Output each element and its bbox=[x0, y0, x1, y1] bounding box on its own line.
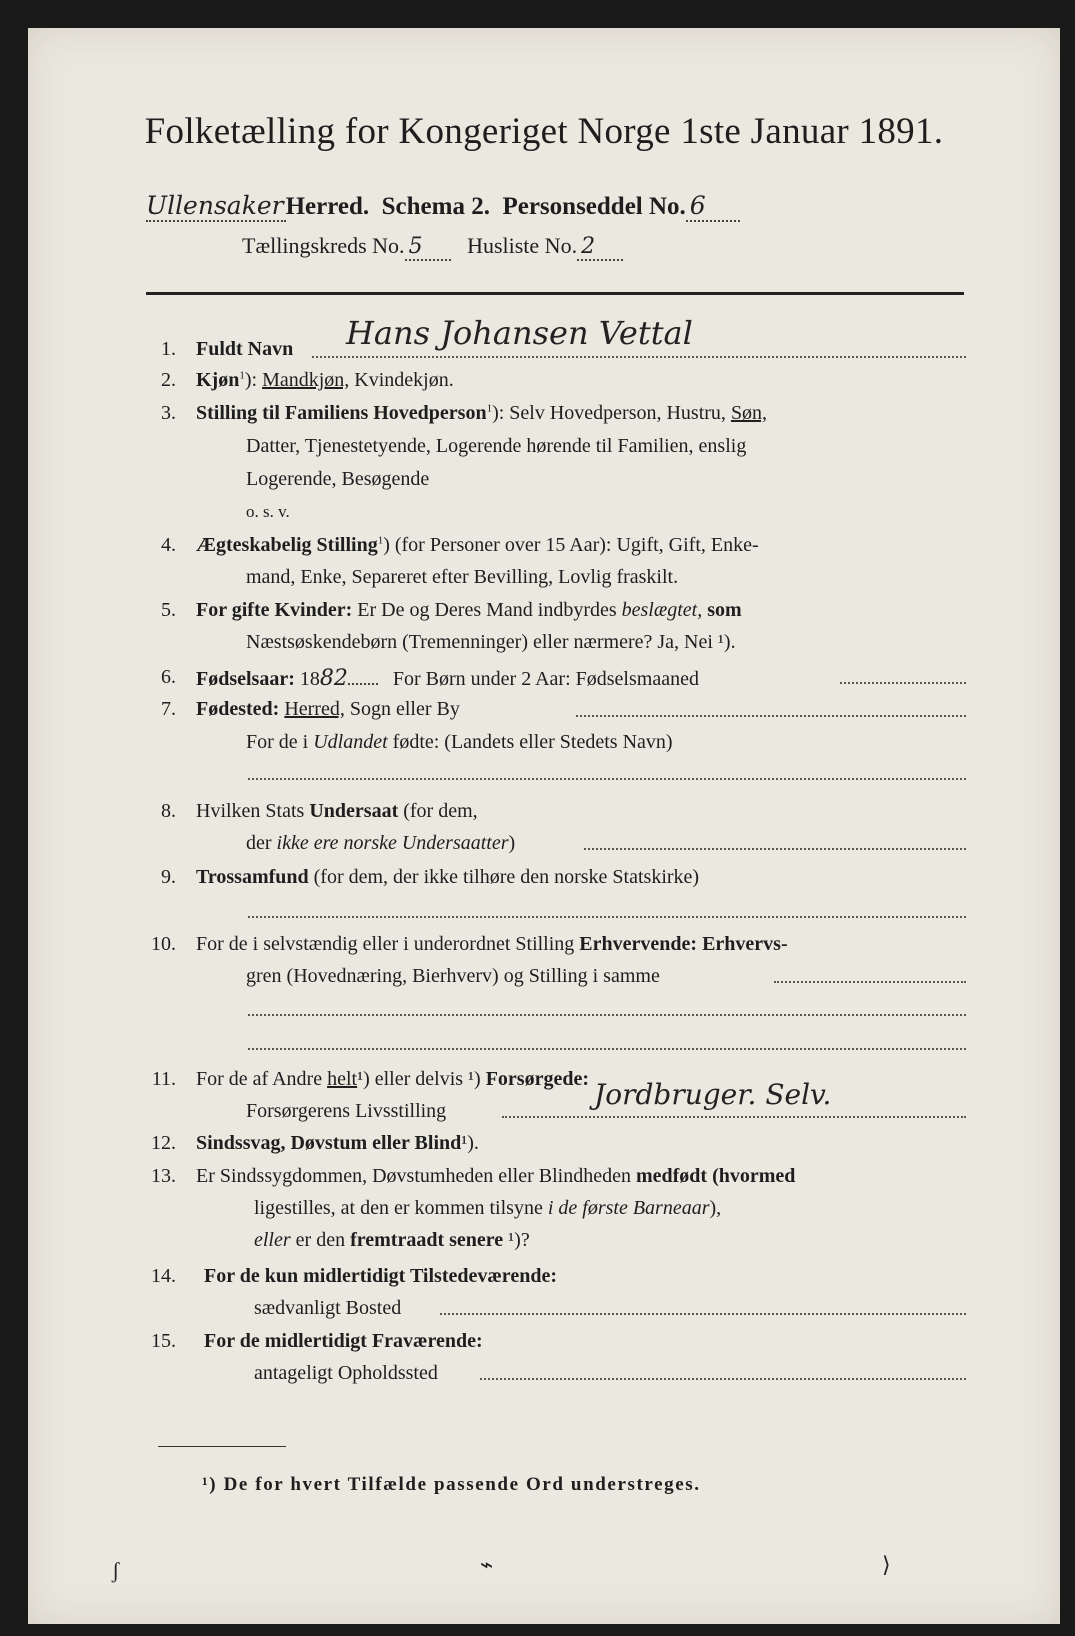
q13-line3-a: er den bbox=[290, 1229, 351, 1251]
herred-handwritten: Ullensaker bbox=[146, 191, 284, 220]
q7-line2-a: For de i bbox=[246, 731, 314, 753]
q1-label: Fuldt Navn bbox=[196, 338, 294, 360]
q13-line3-b: ¹)? bbox=[503, 1229, 530, 1251]
q13-bold: medfødt bbox=[635, 1165, 708, 1187]
q8-line1 bbox=[196, 800, 478, 823]
stray-mark-center: ⌁ bbox=[480, 1552, 494, 1577]
q7-answer-dotline bbox=[248, 778, 966, 780]
q10-answer-dotline-2 bbox=[248, 1048, 966, 1050]
q4-line2: mand, Enke, Separeret efter Bevilling, Lovlig fraskilt. bbox=[246, 566, 679, 588]
q11-line2: Forsørgerens Livsstilling bbox=[246, 1100, 447, 1122]
q11-dotline bbox=[502, 1116, 966, 1118]
husliste-label: Husliste No. bbox=[467, 233, 578, 258]
q12-text-a: ¹). bbox=[461, 1132, 479, 1154]
q10-answer-dotline-1 bbox=[248, 1014, 966, 1016]
q6-line bbox=[196, 666, 699, 691]
q8-number: 8. bbox=[161, 800, 176, 822]
q4-label: Ægteskabelig Stilling bbox=[196, 534, 378, 556]
q7-line2-italic: Udlandet bbox=[313, 731, 388, 753]
q5-line2: Næstsøskendebørn (Tremenninger) eller nærmere? Ja, Nei ¹). bbox=[246, 631, 736, 653]
q2-sup: 1 bbox=[239, 369, 245, 382]
q8-text-a: Hvilken Stats bbox=[196, 800, 310, 822]
q3-line4: o. s. v. bbox=[246, 502, 290, 521]
q7-option-herred: Herred, bbox=[284, 698, 345, 720]
q12-label: Sindssvag, Døvstum eller Blind bbox=[196, 1132, 462, 1154]
q13-text-b: (hvormed bbox=[707, 1165, 796, 1187]
husliste-number: 2 bbox=[577, 234, 623, 261]
q6-year-handwritten: 82 bbox=[319, 666, 348, 691]
q5-number: 5. bbox=[161, 599, 176, 621]
q6-year-printed: 18 bbox=[299, 668, 320, 690]
q7-dotline bbox=[576, 715, 966, 717]
q1-number: 1. bbox=[161, 338, 176, 360]
q8-text-b: (for dem, bbox=[398, 800, 478, 822]
q8-line2-italic: ikke ere norske Undersaatter bbox=[276, 832, 509, 854]
q5-label: For gifte Kvinder: bbox=[196, 599, 353, 621]
q2-number: 2. bbox=[161, 369, 176, 391]
form-title: Folketælling for Kongeriget Norge 1ste Januar 1891. bbox=[144, 111, 944, 152]
personseddel-label: Personseddel No. bbox=[502, 193, 686, 220]
herred-line bbox=[146, 191, 740, 221]
q5-text-b: som bbox=[702, 599, 742, 621]
q6-label: Fødselsaar: bbox=[196, 668, 295, 690]
q3-line3: Logerende, Besøgende bbox=[246, 468, 430, 490]
q3-text-a: ): Selv Hovedperson, Hustru, bbox=[492, 402, 731, 424]
q13-line3-bold: fremtraadt senere bbox=[350, 1229, 504, 1251]
q15-line2: antageligt Opholdssted bbox=[254, 1362, 438, 1384]
q2-text bbox=[196, 369, 454, 392]
q8-bold: Undersaat bbox=[309, 800, 399, 822]
q1-answer-name: Hans Johansen Vettal bbox=[346, 314, 693, 352]
kreds-label: Tællingskreds No. bbox=[242, 233, 405, 258]
q6-dotline bbox=[840, 682, 966, 684]
q4-number: 4. bbox=[161, 534, 176, 556]
q8-dotline bbox=[584, 848, 966, 850]
schema-label: Schema 2. bbox=[381, 193, 490, 220]
q3-label: Stilling til Familiens Hovedperson bbox=[196, 402, 487, 424]
q15-label: For de midlertidigt Fraværende: bbox=[204, 1330, 483, 1352]
q2-option-female: Kvindekjøn. bbox=[349, 369, 454, 391]
q14-label: For de kun midlertidigt Tilstedeværende: bbox=[204, 1265, 557, 1287]
stray-mark-left: ʃ bbox=[112, 1558, 120, 1583]
q2-option-male: Mandkjøn, bbox=[262, 369, 350, 391]
q13-line2-italic: i de første Barneaar bbox=[547, 1197, 710, 1219]
kreds-line bbox=[242, 233, 623, 259]
q15-dotline bbox=[480, 1378, 966, 1380]
q14-dotline bbox=[440, 1313, 966, 1315]
q7-line2-b: fødte: (Landets eller Stedets Navn) bbox=[387, 731, 673, 753]
q1-dotline bbox=[312, 356, 966, 358]
q12-number: 12. bbox=[151, 1132, 176, 1154]
q9-label: Trossamfund bbox=[196, 866, 309, 888]
q13-text-a: Er Sindssygdommen, Døvstumheden eller Blindheden bbox=[196, 1165, 636, 1187]
q8-line2-a: der bbox=[246, 832, 277, 854]
stray-mark-right: ⟩ bbox=[882, 1552, 891, 1577]
q5-line1 bbox=[196, 599, 742, 622]
q13-line1 bbox=[196, 1165, 795, 1188]
q11-answer: Jordbruger. Selv. bbox=[594, 1078, 832, 1111]
q13-line2-a: ligestilles, at den er kommen tilsyne bbox=[254, 1197, 548, 1219]
q13-line3 bbox=[254, 1229, 530, 1252]
q9-line bbox=[196, 866, 699, 889]
q3-line2: Datter, Tjenestetyende, Logerende hørende til Familien, enslig bbox=[246, 435, 747, 457]
q10-line1 bbox=[196, 933, 788, 956]
q6-text-b: For Børn under 2 Aar: Fødselsmaaned bbox=[392, 668, 699, 690]
q6-year-dots bbox=[348, 682, 378, 685]
q2-text-a: ): bbox=[244, 369, 263, 391]
q13-line2-b: ), bbox=[709, 1197, 722, 1219]
q13-line3-italic: eller bbox=[254, 1229, 291, 1251]
q10-text-a: For de i selvstændig eller i underordnet Stilling bbox=[196, 933, 580, 955]
footnote-rule bbox=[158, 1446, 286, 1447]
q8-line2-b: ) bbox=[508, 832, 516, 854]
herred-label: Herred. bbox=[285, 193, 370, 220]
q7-line2 bbox=[246, 731, 673, 754]
q15-number: 15. bbox=[151, 1330, 176, 1352]
kreds-number: 5 bbox=[405, 234, 451, 261]
q12-line bbox=[196, 1132, 479, 1155]
q11-bold: Forsørgede: bbox=[485, 1068, 589, 1090]
personseddel-number: 6 bbox=[686, 191, 740, 222]
q9-number: 9. bbox=[161, 866, 176, 888]
q7-line1 bbox=[196, 698, 460, 721]
q11-number: 11. bbox=[151, 1068, 176, 1090]
q7-label: Fødested: bbox=[196, 698, 280, 720]
q8-line2 bbox=[246, 832, 515, 855]
q4-line1 bbox=[196, 534, 759, 557]
header-rule bbox=[146, 292, 964, 295]
q9-answer-dotline bbox=[248, 916, 966, 918]
q10-number: 10. bbox=[151, 933, 176, 955]
q11-text-a: For de af Andre bbox=[196, 1068, 328, 1090]
q7-number: 7. bbox=[161, 698, 176, 720]
q10-bold: Erhvervende: bbox=[579, 933, 698, 955]
q5-italic: beslægtet, bbox=[621, 599, 703, 621]
q5-text-a: Er De og Deres Mand indbyrdes bbox=[352, 599, 622, 621]
q10-dotline bbox=[774, 981, 966, 983]
q13-line2 bbox=[254, 1197, 721, 1220]
q2-label: Kjøn bbox=[196, 369, 240, 391]
q13-number: 13. bbox=[151, 1165, 176, 1187]
q4-text-a: ) (for Personer over 15 Aar): Ugift, Gift, Enke- bbox=[383, 534, 759, 556]
q10-text-b: Erhvervs- bbox=[697, 933, 788, 955]
q11-text-b: ¹) eller delvis ¹) bbox=[357, 1068, 486, 1090]
q14-number: 14. bbox=[151, 1265, 176, 1287]
q3-option-son: Søn, bbox=[730, 402, 768, 424]
q3-sup: 1 bbox=[486, 402, 493, 415]
footnote: ¹) De for hvert Tilfælde passende Ord understreges. bbox=[202, 1474, 701, 1495]
q3-number: 3. bbox=[161, 402, 176, 424]
q6-number: 6. bbox=[161, 666, 176, 688]
q9-text-a: (for dem, der ikke tilhøre den norske Statskirke) bbox=[308, 866, 700, 888]
census-form-page bbox=[28, 28, 1060, 1624]
q10-line2: gren (Hovednæring, Bierhverv) og Stilling i samme bbox=[246, 965, 660, 987]
q14-line2: sædvanligt Bosted bbox=[254, 1297, 402, 1319]
q3-line1 bbox=[196, 402, 767, 425]
q11-option-helt: helt bbox=[327, 1068, 358, 1090]
q11-line1 bbox=[196, 1068, 589, 1091]
q7-text-a: Sogn eller By bbox=[344, 698, 460, 720]
q4-sup: 1 bbox=[377, 534, 384, 547]
